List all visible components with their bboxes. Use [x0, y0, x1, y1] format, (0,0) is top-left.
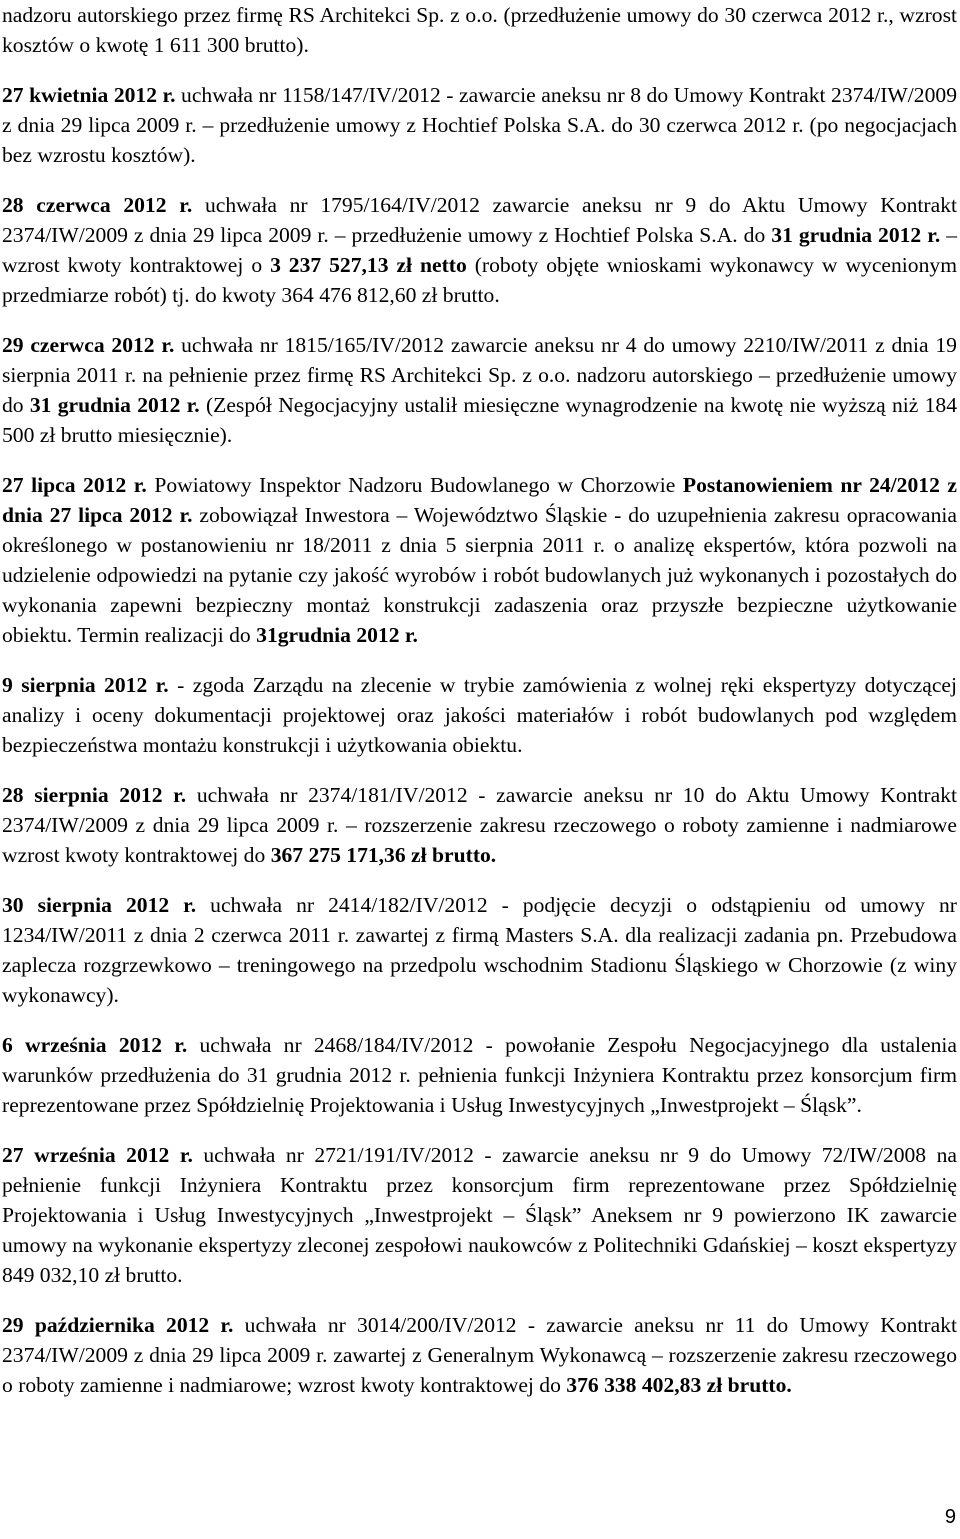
entry-text: uchwała nr 2721/191/IV/2012 - zawarcie aneksu nr 9 do Umowy 72/IW/2008 na pełnienie funkcji Inżyniera Kontraktu przez konsorcjum firm reprezentowane przez Spółdzielnię Projektowania i Usług Inwestycyjnych „Inwestprojekt – Śląsk” Aneksem nr 9 powierzono IK zawarcie umowy na wykonanie ekspertyzy zleconej zespołowi naukowców z Politechniki Gdańskiej – koszt ekspertyzy 849 032,10 zł brutto. — [2, 1143, 957, 1287]
entry-text: (Zespół Negocjacyjny ustalił miesięczne wynagrodzenie na kwotę nie wyższą niż 184 500 zł brutto miesięcznie). — [2, 393, 958, 447]
entry-text: uchwała nr 2414/182/IV/2012 - podjęcie decyzji o odstąpieniu od umowy nr 1234/IW/2011 z dnia 2 czerwca 2011 r. zawartej z firmą Masters S.A. dla realizacji zadania pn. Przebudowa zaplecza rozgrzewkowo – treningowego na przedpolu wschodnim Stadionu Śląskiego w Chorzowie (z winy wykonawcy). — [2, 893, 957, 1007]
entry-28-sierpnia — [2, 780, 957, 870]
entry-28-czerwca — [2, 190, 957, 310]
entry-date: 27 lipca 2012 r. — [2, 473, 147, 497]
entry-text: Powiatowy Inspektor Nadzoru Budowlanego w Chorzowie — [146, 473, 683, 497]
entry-emphasis: 31 grudnia 2012 r. — [771, 223, 941, 247]
entry-text: uchwała nr 1158/147/IV/2012 - zawarcie aneksu nr 8 do Umowy Kontrakt 2374/IW/2009 z dnia 29 lipca 2009 r. – przedłużenie umowy z Hochtief Polska S.A. do 30 czerwca 2012 r. (po negocjacjach bez wzrostu kosztów). — [2, 83, 957, 167]
entry-9-sierpnia — [2, 670, 957, 760]
entry-emphasis: 376 338 402,83 zł brutto. — [566, 1373, 792, 1397]
entry-text: uchwała nr 1815/165/IV/2012 zawarcie aneksu nr 4 do umowy 2210/IW/2011 z dnia 19 sierpnia 2011 r. na pełnienie przez firmę RS Architekci Sp. z o.o. nadzoru autorskiego – przedłużenie umowy do — [2, 333, 957, 417]
entry-text: zobowiązał Inwestora – Województwo Śląskie - do uzupełnienia zakresu opracowania określonego w postanowieniu nr 18/2011 z dnia 5 sierpnia 2011 r. o analizę ekspertów, która pozwoli na udzielenie odpowiedzi na pytanie czy jakość wyrobów i robót budowlanych już wykonanych i pozostałych do wykonania zapewni bezpieczny montaż konstrukcji zadaszenia oraz przyszłe bezpieczne użytkowanie obiektu. Termin realizacji do — [2, 503, 957, 647]
entry-date: 29 czerwca 2012 r. — [2, 333, 175, 357]
entry-date: 28 czerwca 2012 r. — [2, 193, 193, 217]
entry-27-kwietnia — [2, 80, 957, 170]
entry-emphasis: 3 237 527,13 zł netto — [270, 253, 467, 277]
entry-emphasis: 31grudnia 2012 r. — [256, 623, 418, 647]
entry-text: uchwała nr 2468/184/IV/2012 - powołanie Zespołu Negocjacyjnego dla ustalenia warunków przedłużenia do 31 grudnia 2012 r. pełnienia funkcji Inżyniera Kontraktu przez konsorcjum firm reprezentowane przez Spółdzielnię Projektowania i Usług Inwestycyjnych „Inwestprojekt – Śląsk”. — [2, 1033, 957, 1117]
entry-emphasis: Postanowieniem nr 24/2012 z dnia 27 lipca 2012 r. — [2, 473, 957, 527]
entry-date: 27 kwietnia 2012 r. — [2, 83, 176, 107]
entry-date: 29 października 2012 r. — [2, 1313, 234, 1337]
entry-text: – wzrost kwoty kontraktowej o — [2, 223, 958, 277]
entry-text: uchwała nr 2374/181/IV/2012 - zawarcie aneksu nr 10 do Aktu Umowy Kontrakt 2374/IW/2009 z dnia 29 lipca 2009 r. – rozszerzenie zakresu rzeczowego o roboty zamienne i nadmiarowe wzrost kwoty kontraktowej do — [2, 783, 957, 867]
entry-text: - zgoda Zarządu na zlecenie w trybie zamówienia z wolnej ręki ekspertyzy dotyczącej analizy i oceny dokumentacji projektowej oraz jakości materiałów i robót budowlanych pod względem bezpieczeństwa montażu konstrukcji i użytkowania obiektu. — [2, 673, 957, 757]
entry-6-wrzesnia — [2, 1030, 957, 1120]
entry-date: 28 sierpnia 2012 r. — [2, 783, 187, 807]
entry-29-czerwca — [2, 330, 957, 450]
entry-text: uchwała nr 1795/164/IV/2012 zawarcie aneksu nr 9 do Aktu Umowy Kontrakt 2374/IW/2009 z dnia 29 lipca 2009 r. – przedłużenie umowy z Hochtief Polska S.A. do — [2, 193, 957, 247]
page-number: 9 — [944, 1506, 956, 1528]
entry-30-sierpnia — [2, 890, 957, 1010]
entry-27-wrzesnia — [2, 1140, 957, 1290]
entry-date: 6 września 2012 r. — [2, 1033, 188, 1057]
entry-date: 30 sierpnia 2012 r. — [2, 893, 197, 917]
entry-date: 9 sierpnia 2012 r. — [2, 673, 169, 697]
entry-emphasis: 367 275 171,36 zł brutto. — [270, 843, 497, 867]
entry-text: (roboty objęte wnioskami wykonawcy w wycenionym przedmiarze robót) tj. do kwoty 364 476 812,60 zł brutto. — [2, 253, 957, 307]
entry-text: nadzoru autorskiego przez firmę RS Architekci Sp. z o.o. (przedłużenie umowy do 30 czerwca 2012 r., wzrost kosztów o kwotę 1 611 300 brutto). — [2, 3, 957, 57]
entry-continuation — [2, 0, 957, 60]
entry-29-pazdziernika — [2, 1310, 957, 1400]
entry-27-lipca — [2, 470, 957, 650]
entry-emphasis: 31 grudnia 2012 r. — [29, 393, 200, 417]
entry-text: uchwała nr 3014/200/IV/2012 - zawarcie aneksu nr 11 do Umowy Kontrakt 2374/IW/2009 z dnia 29 lipca 2009 r. zawartej z Generalnym Wykonawcą – rozszerzenie zakresu rzeczowego o roboty zamienne i nadmiarowe; wzrost kwoty kontraktowej do — [2, 1313, 957, 1397]
entry-date: 27 września 2012 r. — [2, 1143, 193, 1167]
